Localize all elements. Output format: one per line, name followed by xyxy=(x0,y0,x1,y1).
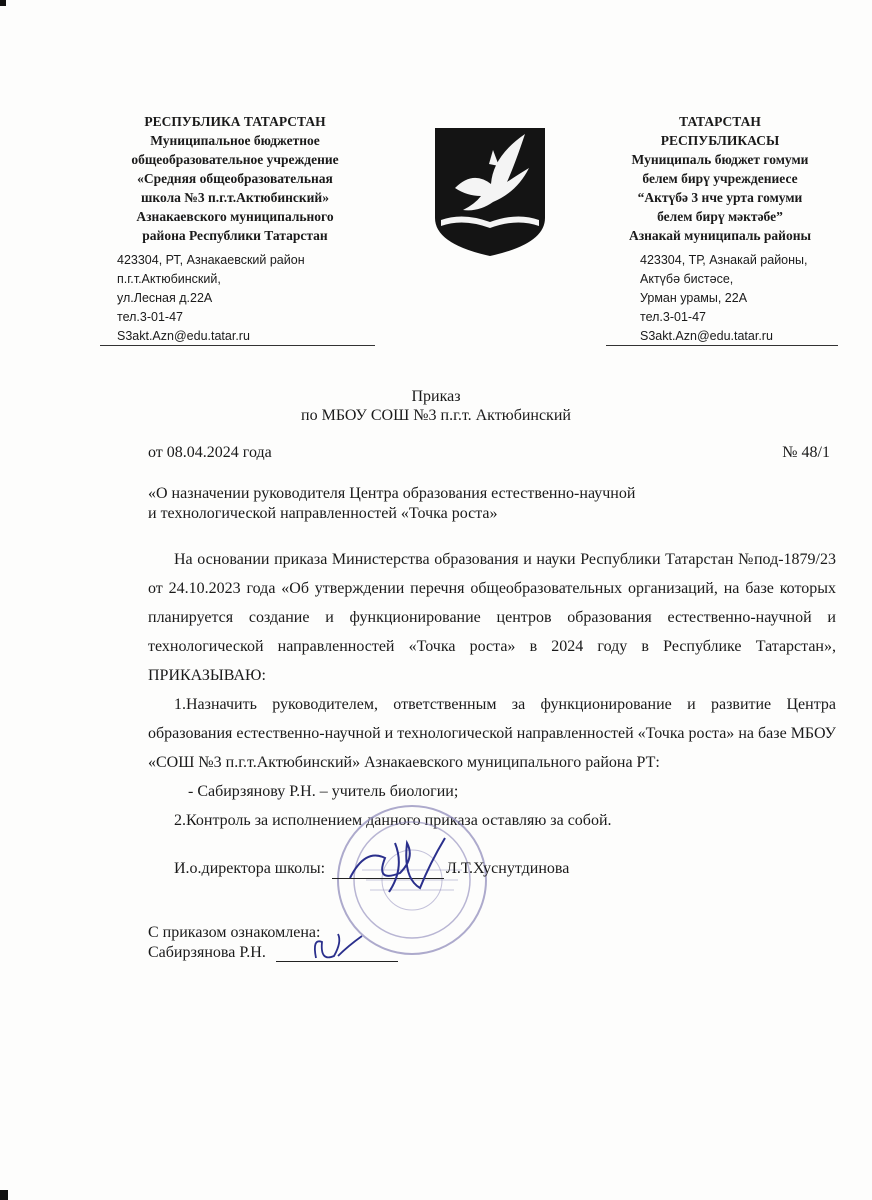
address-line: Урман урамы, 22А xyxy=(640,291,748,305)
header-right-title-line: РЕСПУБЛИКАСЫ xyxy=(660,133,780,148)
coat-of-arms-emblem xyxy=(433,126,547,258)
header-left-org-line: «Средняя общеобразовательная xyxy=(137,171,333,186)
subject-line: и технологической направленностей «Точка роста» xyxy=(148,505,498,522)
preamble-paragraph: На основании приказа Министерства образования и науки Республики Татарстан №под-1879/23 от 24.10.2023 года «Об утверждении перечня общеобразовательных организаций, на базе которых планируется создание и функционирование центров образования естественно-научной и технологической направленностей «Точка роста» в 2024 году в Республике Татарстан», ПРИКАЗЫВАЮ: xyxy=(148,551,836,684)
acknowledgement-signature xyxy=(308,928,368,968)
order-body xyxy=(148,545,836,835)
scan-mark xyxy=(0,1190,8,1200)
scan-mark xyxy=(0,0,6,6)
header-left-org-line: Муниципальное бюджетное xyxy=(150,133,320,148)
director-role: И.о.директора школы: xyxy=(174,860,326,877)
order-item-1: 1.Назначить руководителем, ответственным за функционирование и развитие Центра образования естественно-научной и технологической направленностей «Точка роста» на базе МБОУ «СОШ №3 п.г.т.Актюбинский» Азнакаевского муниципального района РТ: xyxy=(148,696,836,771)
header-right-title-line: ТАТАРСТАН xyxy=(679,114,761,129)
director-name: Л.Т.Хуснутдинова xyxy=(446,860,570,877)
header-right xyxy=(605,112,835,245)
address-line: тел.3-01-47 xyxy=(117,310,183,324)
email-line: S3akt.Azn@edu.tatar.ru xyxy=(117,329,250,343)
subject-line: «О назначении руководителя Центра образования естественно-научной xyxy=(148,485,636,502)
header-right-org-line: белем бирү учреждениесе xyxy=(642,171,798,186)
address-line: тел.3-01-47 xyxy=(640,310,706,324)
header-right-org-line: Азнакай муниципаль районы xyxy=(628,228,812,243)
order-item-1-assignee: - Сабирзянову Р.Н. – учитель биологии; xyxy=(188,783,459,800)
header-left-org-line: школа №3 п.г.т.Актюбинский» xyxy=(141,190,329,205)
order-subject xyxy=(148,484,768,524)
order-subtitle: по МБОУ СОШ №3 п.г.т. Актюбинский xyxy=(301,407,571,424)
email-line: S3akt.Azn@edu.tatar.ru xyxy=(640,329,773,343)
header-right-address xyxy=(640,251,808,346)
order-date: от 08.04.2024 года xyxy=(148,444,272,461)
order-title: Приказ xyxy=(411,388,461,405)
header-left-org-line: общеобразовательное учреждение xyxy=(131,152,339,167)
header-left-org-line: Азнакаевского муниципального xyxy=(136,209,334,224)
header-left xyxy=(100,112,370,245)
address-line: 423304, ТР, Азнакай районы, xyxy=(640,253,808,267)
header-left-org-line: района Республики Татарстан xyxy=(142,228,328,243)
acknowledgement-name: Сабирзянова Р.Н. xyxy=(148,944,266,961)
acknowledgement-label: С приказом ознакомлена: xyxy=(148,924,321,941)
header-left-rule xyxy=(100,345,375,346)
order-number: № 48/1 xyxy=(782,444,830,461)
header-right-org-line: Муниципаль бюджет гомуми xyxy=(631,152,809,167)
order-item-2: 2.Контроль за исполнением данного приказа оставляю за собой. xyxy=(174,812,612,829)
director-signature xyxy=(345,828,455,898)
address-line: 423304, РТ, Азнакаевский район xyxy=(117,253,305,267)
address-line: п.г.т.Актюбинский, xyxy=(117,272,221,286)
address-line: ул.Лесная д.22А xyxy=(117,291,213,305)
header-left-address xyxy=(117,251,305,346)
header-right-org-line: “Актүбә 3 нче урта гомуми xyxy=(637,190,803,205)
header-right-rule xyxy=(606,345,838,346)
header-left-title: РЕСПУБЛИКА ТАТАРСТАН xyxy=(144,114,326,129)
address-line: Актүбә бистәсе, xyxy=(640,272,734,286)
header-right-org-line: белем бирү мәктәбе” xyxy=(657,209,783,224)
